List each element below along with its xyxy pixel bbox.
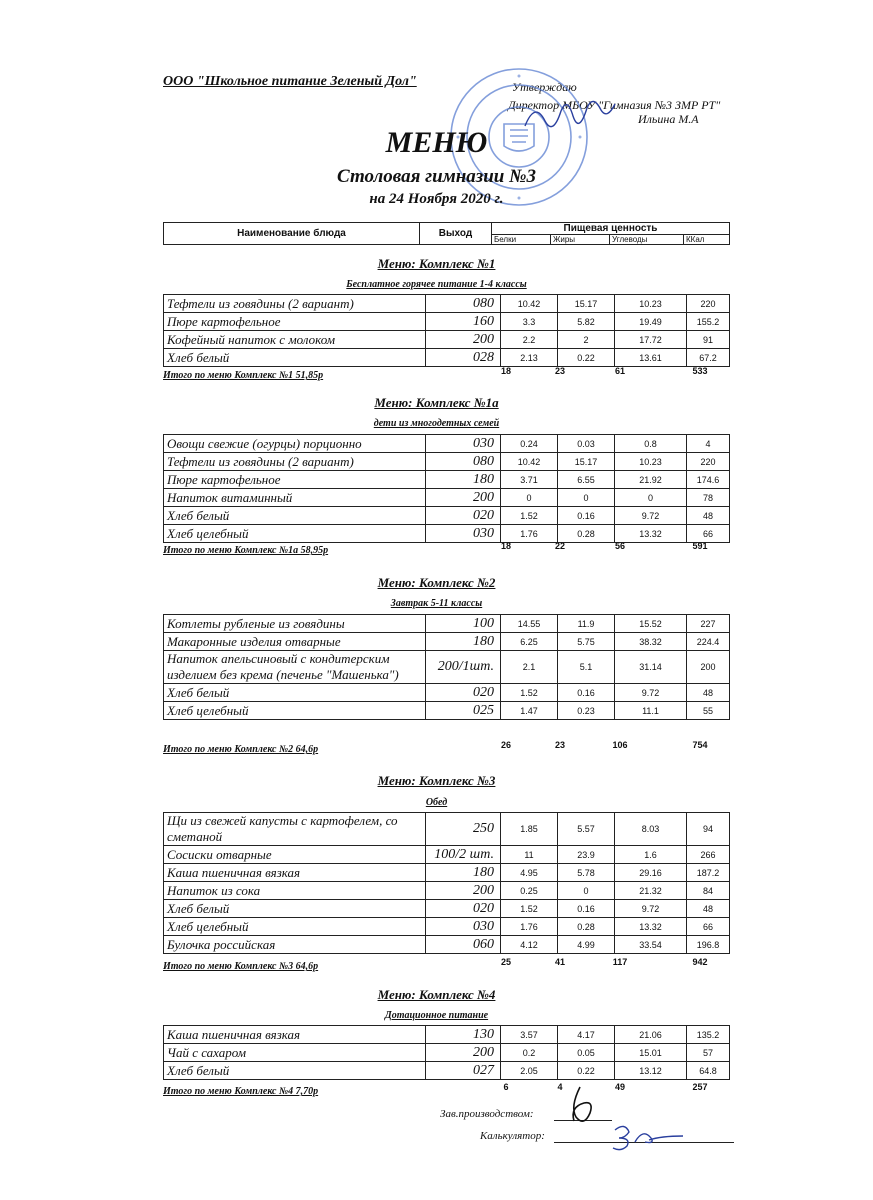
carbs-value: 19.49	[615, 313, 687, 331]
dish-name: Тефтели из говядины (2 вариант)	[164, 453, 426, 471]
table-row	[164, 1062, 730, 1080]
dish-name: Напиток из сока	[164, 882, 426, 900]
approve-label: Утверждаю	[512, 80, 577, 94]
kcal-value: 155.2	[687, 313, 730, 331]
proteins-value: 1.47	[501, 702, 558, 720]
carbs-value: 21.06	[615, 1026, 687, 1044]
calculator-signature-icon	[605, 1122, 685, 1152]
table-row	[164, 813, 730, 846]
kcal-value: 227	[687, 615, 730, 633]
menu-date: на 24 Ноября 2020 г.	[369, 191, 504, 207]
proteins-value: 4.95	[501, 864, 558, 882]
proteins-value: 0.2	[501, 1044, 558, 1062]
kcal-value: 57	[687, 1044, 730, 1062]
kcal-value: 220	[687, 453, 730, 471]
production-manager-label: Зав.производством:	[440, 1108, 534, 1120]
fats-value: 0.22	[558, 1062, 615, 1080]
dish-name: Хлеб белый	[164, 507, 426, 525]
approver-position: Директор МБОУ "Гимназия №3 ЗМР РТ"	[508, 98, 721, 112]
dish-name: Каша пшеничная вязкая	[164, 1026, 426, 1044]
fats-value: 0.16	[558, 900, 615, 918]
dish-output: 020	[426, 900, 501, 918]
fats-value: 15.17	[558, 295, 615, 313]
dish-name: Напиток витаминный	[164, 489, 426, 507]
proteins-value: 2.13	[501, 349, 558, 367]
table-row	[164, 864, 730, 882]
dish-name: Чай с сахаром	[164, 1044, 426, 1062]
carbs-value: 15.52	[615, 615, 687, 633]
kcal-value: 91	[687, 331, 730, 349]
kcal-value: 4	[687, 435, 730, 453]
carbs-value: 10.23	[615, 453, 687, 471]
menu-table	[163, 434, 730, 543]
dish-name: Хлеб белый	[164, 900, 426, 918]
table-row	[164, 313, 730, 331]
menu-table	[163, 614, 730, 720]
carbs-value: 33.54	[615, 936, 687, 954]
fats-value: 0.22	[558, 349, 615, 367]
kcal-value: 78	[687, 489, 730, 507]
dish-output: 160	[426, 313, 501, 331]
dish-output: 020	[426, 507, 501, 525]
fats-value: 4.99	[558, 936, 615, 954]
dish-output: 200/1шт.	[426, 651, 501, 684]
section-total-label: Итого по меню Комплекс №3 64,6р	[163, 961, 319, 972]
page-title: МЕНЮ	[385, 126, 488, 159]
table-row	[164, 435, 730, 453]
dish-output: 200	[426, 882, 501, 900]
dish-name: Котлеты рубленые из говядины	[164, 615, 426, 633]
carbs-value: 0	[615, 489, 687, 507]
table-row	[164, 846, 730, 864]
dish-output: 100/2 шт.	[426, 846, 501, 864]
fats-value: 23.9	[558, 846, 615, 864]
dish-name: Пюре картофельное	[164, 471, 426, 489]
proteins-value: 1.76	[501, 918, 558, 936]
dish-name: Пюре картофельное	[164, 313, 426, 331]
table-row	[164, 615, 730, 633]
fats-value: 5.75	[558, 633, 615, 651]
dish-output: 030	[426, 525, 501, 543]
carbs-value: 38.32	[615, 633, 687, 651]
column-kcal: ККал	[684, 235, 730, 245]
section-total-k: 591	[692, 541, 708, 551]
dish-output: 080	[426, 295, 501, 313]
section-total-k: 942	[692, 957, 708, 967]
carbs-value: 9.72	[615, 900, 687, 918]
table-row	[164, 918, 730, 936]
section-total-label: Итого по меню Комплекс №1 51,85р	[163, 370, 324, 381]
dish-name: Хлеб целебный	[164, 525, 426, 543]
section-total-p: 25	[500, 957, 511, 967]
fats-value: 0.16	[558, 684, 615, 702]
dish-output: 180	[426, 633, 501, 651]
kcal-value: 187.2	[687, 864, 730, 882]
section-total-p: 18	[500, 541, 511, 551]
section-total-label: Итого по меню Комплекс №2 64,6р	[163, 744, 319, 755]
carbs-value: 13.32	[615, 918, 687, 936]
fats-value: 2	[558, 331, 615, 349]
dish-output: 180	[426, 471, 501, 489]
fats-value: 5.1	[558, 651, 615, 684]
dish-name: Хлеб целебный	[164, 702, 426, 720]
carbs-value: 21.32	[615, 882, 687, 900]
kcal-value: 67.2	[687, 349, 730, 367]
table-row	[164, 295, 730, 313]
approver-name: Ильина М.А	[638, 112, 699, 126]
fats-value: 0	[558, 882, 615, 900]
table-row	[164, 936, 730, 954]
dish-name: Хлеб белый	[164, 1062, 426, 1080]
kcal-value: 200	[687, 651, 730, 684]
section-subtitle: Бесплатное горячее питание 1-4 классы	[346, 279, 527, 290]
section-total-f: 41	[554, 957, 565, 967]
kcal-value: 220	[687, 295, 730, 313]
section-total-p: 26	[500, 740, 511, 750]
dish-output: 200	[426, 331, 501, 349]
dish-output: 030	[426, 435, 501, 453]
fats-value: 0.28	[558, 525, 615, 543]
fats-value: 6.55	[558, 471, 615, 489]
fats-value: 4.17	[558, 1026, 615, 1044]
menu-table	[163, 294, 730, 367]
dish-output: 200	[426, 1044, 501, 1062]
proteins-value: 2.1	[501, 651, 558, 684]
table-row	[164, 331, 730, 349]
table-header	[163, 222, 730, 245]
kcal-value: 94	[687, 813, 730, 846]
table-row	[164, 900, 730, 918]
fats-value: 5.78	[558, 864, 615, 882]
table-row	[164, 651, 730, 684]
section-total-p: 6	[503, 1082, 509, 1092]
dish-output: 100	[426, 615, 501, 633]
dish-output: 027	[426, 1062, 501, 1080]
column-proteins: Белки	[492, 235, 551, 245]
section-total-f: 23	[554, 366, 565, 376]
dish-output: 130	[426, 1026, 501, 1044]
section-subtitle: Дотационное питание	[384, 1010, 489, 1021]
carbs-value: 9.72	[615, 684, 687, 702]
dish-name: Напиток апельсиновый с кондитерским изделием без крема (печенье "Машенька")	[164, 651, 426, 684]
dish-output: 028	[426, 349, 501, 367]
kcal-value: 48	[687, 507, 730, 525]
carbs-value: 21.92	[615, 471, 687, 489]
page-subtitle: Столовая гимназии №3	[337, 166, 536, 187]
proteins-value: 3.3	[501, 313, 558, 331]
carbs-value: 0.8	[615, 435, 687, 453]
proteins-value: 10.42	[501, 295, 558, 313]
section-subtitle: дети из многодетных семей	[373, 418, 500, 429]
column-nutrition: Пищевая ценность	[492, 223, 730, 235]
table-row	[164, 453, 730, 471]
dish-name: Булочка российская	[164, 936, 426, 954]
table-row	[164, 525, 730, 543]
section-subtitle: Обед	[425, 797, 448, 808]
section-total-p: 18	[500, 366, 511, 376]
kcal-value: 174.6	[687, 471, 730, 489]
production-signature-icon	[560, 1085, 600, 1135]
proteins-value: 2.2	[501, 331, 558, 349]
dish-name: Каша пшеничная вязкая	[164, 864, 426, 882]
column-fats: Жиры	[551, 235, 610, 245]
carbs-value: 13.32	[615, 525, 687, 543]
fats-value: 0.05	[558, 1044, 615, 1062]
fats-value: 0.23	[558, 702, 615, 720]
section-total-c: 106	[612, 740, 628, 750]
carbs-value: 17.72	[615, 331, 687, 349]
proteins-value: 1.76	[501, 525, 558, 543]
proteins-value: 1.52	[501, 507, 558, 525]
menu-table	[163, 812, 730, 954]
proteins-value: 1.52	[501, 684, 558, 702]
proteins-value: 4.12	[501, 936, 558, 954]
kcal-value: 266	[687, 846, 730, 864]
table-row	[164, 471, 730, 489]
fats-value: 15.17	[558, 453, 615, 471]
section-title: Меню: Комплекс №3	[377, 773, 496, 788]
fats-value: 0.28	[558, 918, 615, 936]
dish-output: 030	[426, 918, 501, 936]
carbs-value: 13.12	[615, 1062, 687, 1080]
kcal-value: 135.2	[687, 1026, 730, 1044]
proteins-value: 1.52	[501, 900, 558, 918]
fats-value: 0.16	[558, 507, 615, 525]
section-total-c: 61	[614, 366, 625, 376]
section-title: Меню: Комплекс №4	[377, 987, 496, 1002]
proteins-value: 0.25	[501, 882, 558, 900]
kcal-value: 66	[687, 918, 730, 936]
section-total-c: 56	[614, 541, 625, 551]
proteins-value: 1.85	[501, 813, 558, 846]
table-row	[164, 882, 730, 900]
proteins-value: 0	[501, 489, 558, 507]
table-row	[164, 507, 730, 525]
table-row	[164, 633, 730, 651]
column-dish-name: Наименование блюда	[164, 223, 420, 245]
dish-name: Хлеб белый	[164, 349, 426, 367]
section-total-label: Итого по меню Комплекс №1а 58,95р	[163, 545, 329, 556]
section-title: Меню: Комплекс №1	[377, 256, 496, 271]
kcal-value: 224.4	[687, 633, 730, 651]
fats-value: 5.82	[558, 313, 615, 331]
section-total-k: 257	[692, 1082, 708, 1092]
section-title: Меню: Комплекс №1а	[374, 395, 499, 410]
carbs-value: 9.72	[615, 507, 687, 525]
carbs-value: 8.03	[615, 813, 687, 846]
proteins-value: 0.24	[501, 435, 558, 453]
table-row	[164, 684, 730, 702]
dish-name: Макаронные изделия отварные	[164, 633, 426, 651]
proteins-value: 3.71	[501, 471, 558, 489]
proteins-value: 6.25	[501, 633, 558, 651]
carbs-value: 13.61	[615, 349, 687, 367]
kcal-value: 196.8	[687, 936, 730, 954]
table-row	[164, 349, 730, 367]
table-row	[164, 1026, 730, 1044]
dish-name: Щи из свежей капусты с картофелем, со сметаной	[164, 813, 426, 846]
proteins-value: 14.55	[501, 615, 558, 633]
dish-output: 060	[426, 936, 501, 954]
column-carbs: Углеводы	[610, 235, 684, 245]
calculator-label: Калькулятор:	[480, 1130, 545, 1142]
kcal-value: 66	[687, 525, 730, 543]
kcal-value: 48	[687, 900, 730, 918]
section-total-label: Итого по меню Комплекс №4 7,70р	[163, 1086, 319, 1097]
dish-name: Овощи свежие (огурцы) порционно	[164, 435, 426, 453]
kcal-value: 84	[687, 882, 730, 900]
section-total-f: 23	[554, 740, 565, 750]
column-output: Выход	[420, 223, 492, 245]
kcal-value: 48	[687, 684, 730, 702]
section-total-k: 533	[692, 366, 708, 376]
carbs-value: 10.23	[615, 295, 687, 313]
dish-name: Хлеб белый	[164, 684, 426, 702]
carbs-value: 31.14	[615, 651, 687, 684]
dish-name: Сосиски отварные	[164, 846, 426, 864]
proteins-value: 11	[501, 846, 558, 864]
section-total-k: 754	[692, 740, 708, 750]
section-total-c: 49	[614, 1082, 625, 1092]
section-title: Меню: Комплекс №2	[377, 575, 496, 590]
fats-value: 11.9	[558, 615, 615, 633]
dish-output: 080	[426, 453, 501, 471]
carbs-value: 15.01	[615, 1044, 687, 1062]
fats-value: 5.57	[558, 813, 615, 846]
section-total-f: 4	[557, 1082, 563, 1092]
carbs-value: 29.16	[615, 864, 687, 882]
dish-name: Хлеб целебный	[164, 918, 426, 936]
kcal-value: 64.8	[687, 1062, 730, 1080]
dish-output: 180	[426, 864, 501, 882]
section-total-c: 117	[612, 957, 628, 967]
fats-value: 0	[558, 489, 615, 507]
kcal-value: 55	[687, 702, 730, 720]
dish-name: Кофейный напиток с молоком	[164, 331, 426, 349]
menu-table	[163, 1025, 730, 1080]
table-row	[164, 702, 730, 720]
dish-output: 025	[426, 702, 501, 720]
proteins-value: 2.05	[501, 1062, 558, 1080]
dish-output: 200	[426, 489, 501, 507]
proteins-value: 3.57	[501, 1026, 558, 1044]
section-subtitle: Завтрак 5-11 классы	[390, 598, 483, 609]
carbs-value: 1.6	[615, 846, 687, 864]
proteins-value: 10.42	[501, 453, 558, 471]
dish-output: 250	[426, 813, 501, 846]
table-row	[164, 1044, 730, 1062]
dish-name: Тефтели из говядины (2 вариант)	[164, 295, 426, 313]
table-row	[164, 489, 730, 507]
dish-output: 020	[426, 684, 501, 702]
fats-value: 0.03	[558, 435, 615, 453]
carbs-value: 11.1	[615, 702, 687, 720]
section-total-f: 22	[554, 541, 565, 551]
organization-name: ООО "Школьное питание Зеленый Дол"	[163, 74, 417, 89]
